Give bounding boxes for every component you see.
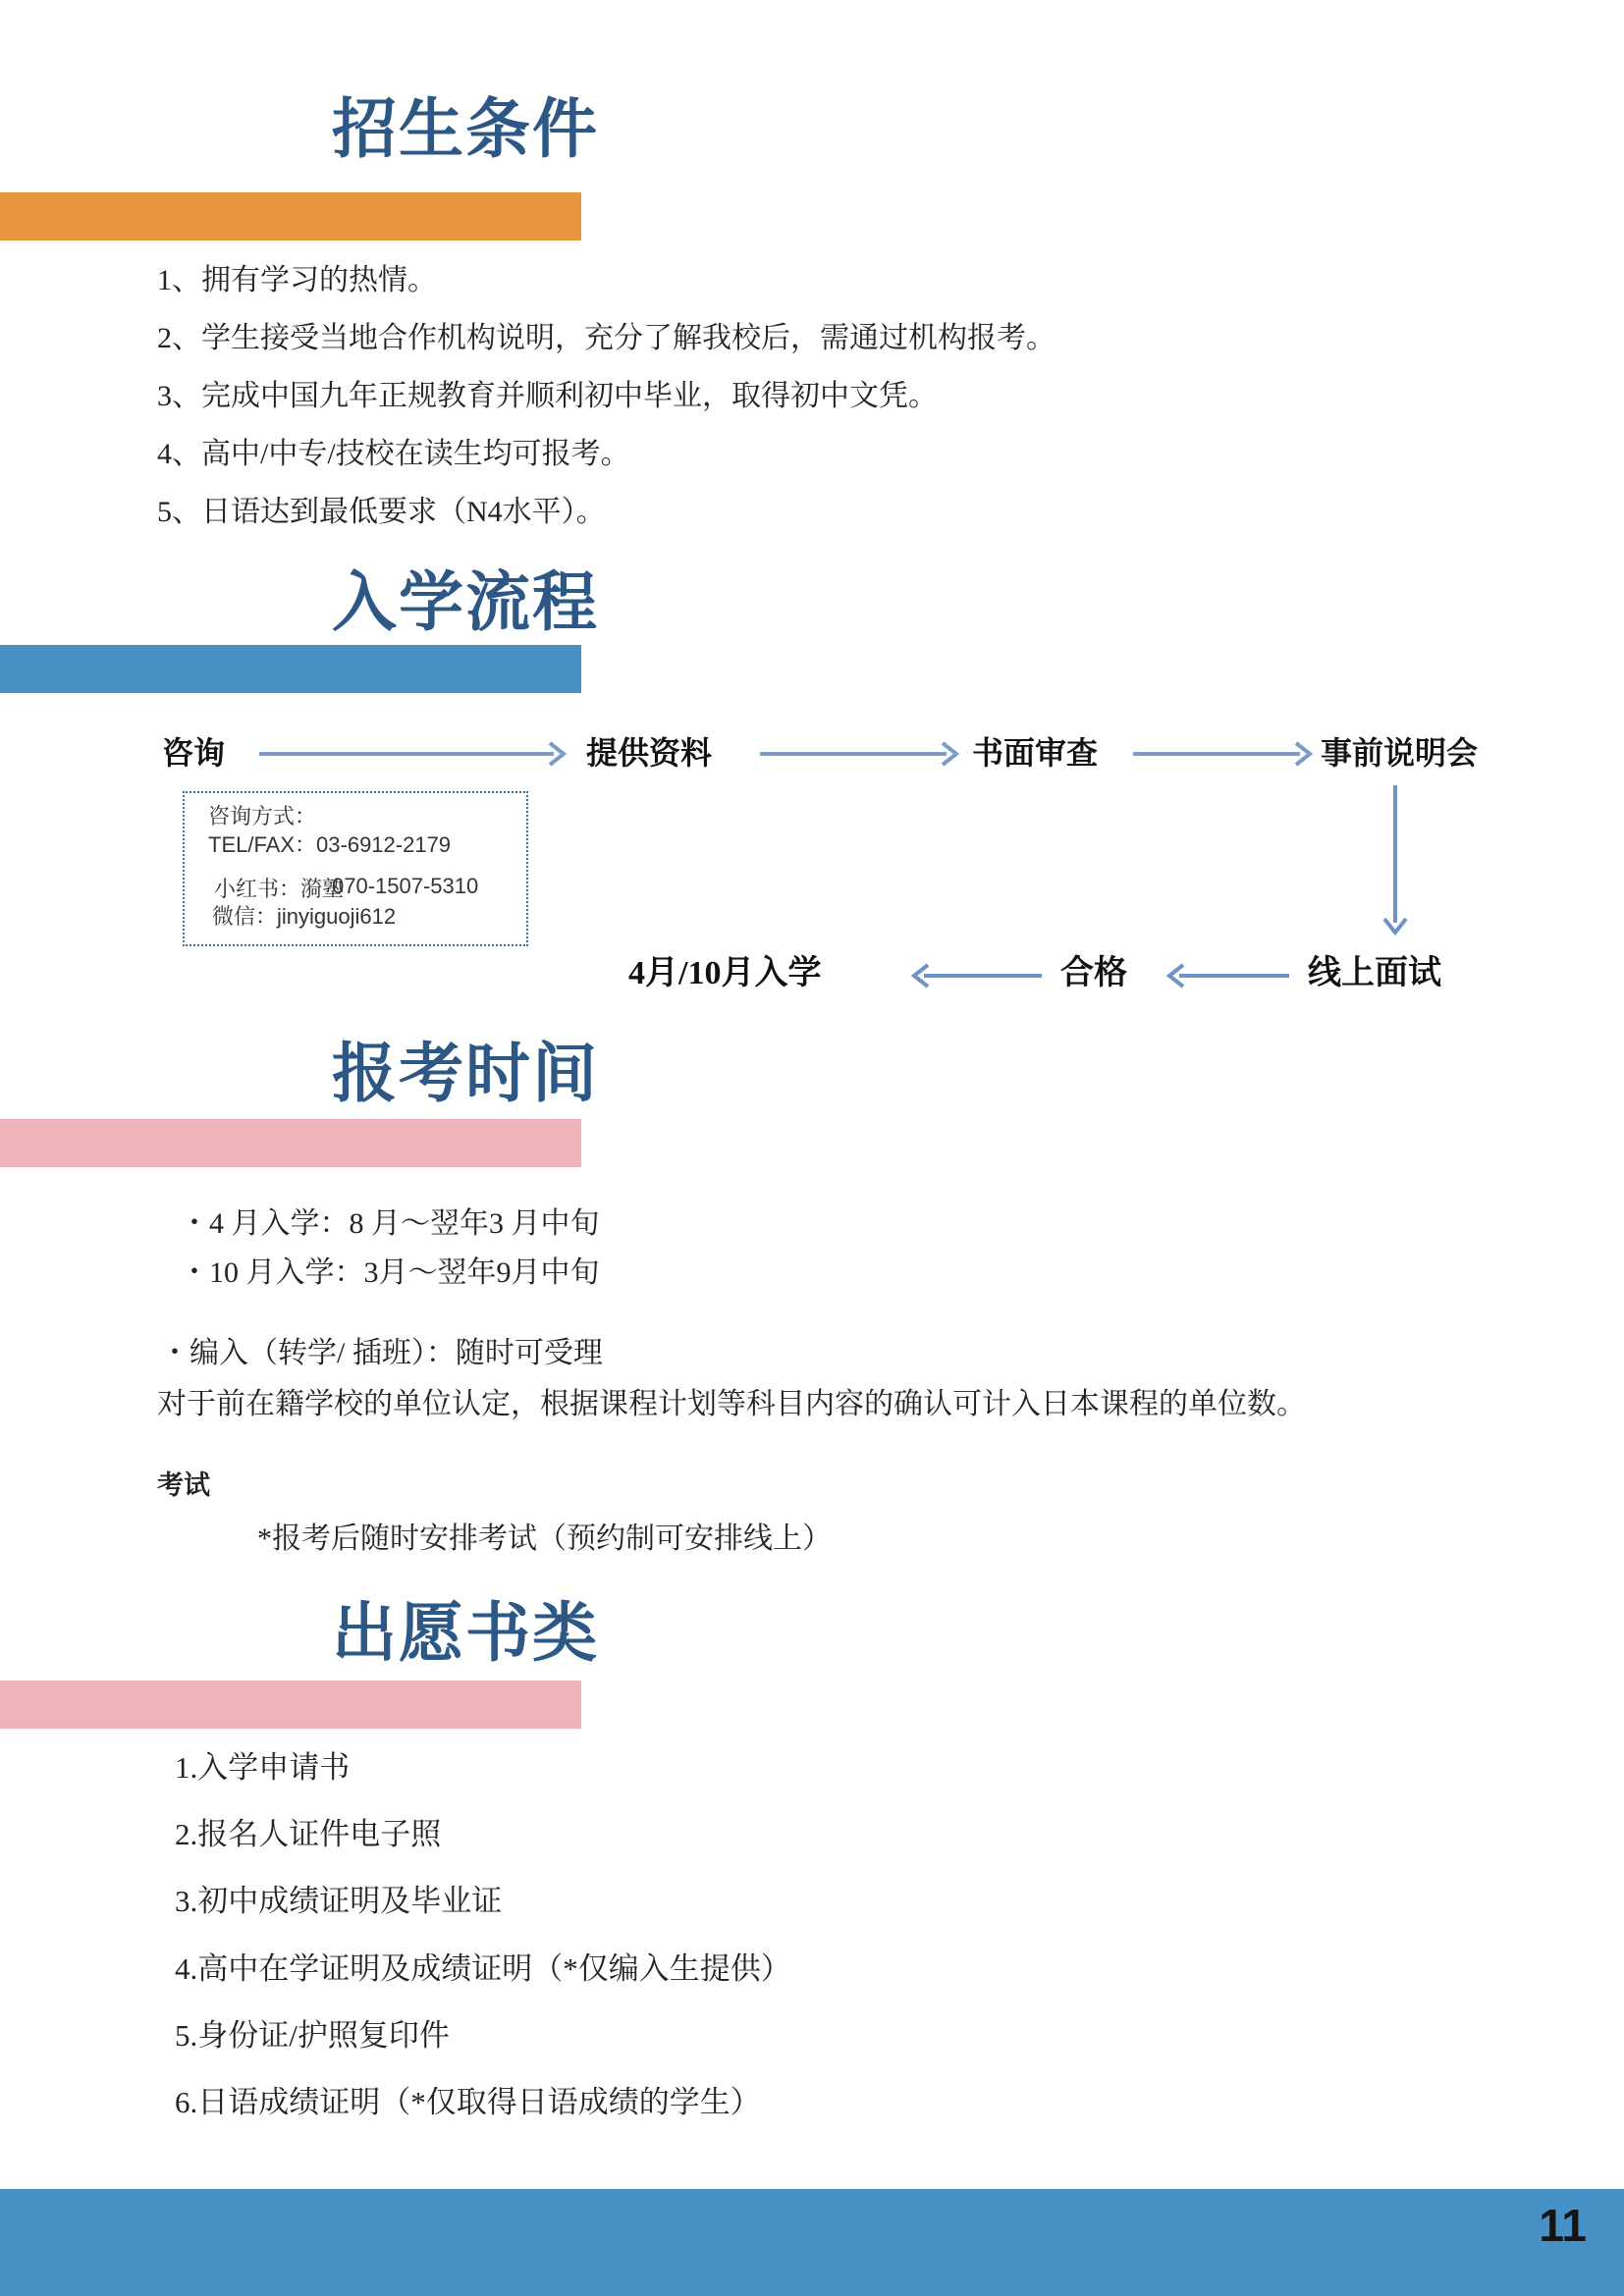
- requirement-item: 4、高中/中专/技校在读生均可报考。: [157, 438, 630, 470]
- flow-step-online-interview: 线上面试: [1308, 955, 1441, 991]
- exam-note: *报考后随时安排考试（预约制可安排线上）: [257, 1522, 832, 1555]
- footer-bar: [0, 2189, 1624, 2296]
- page-number: 11: [1539, 2200, 1587, 2251]
- arrow-right-icon: [1131, 738, 1316, 770]
- flow-step-consultation: 咨询: [162, 735, 226, 771]
- document-item: 2.报名人证件电子照: [175, 1817, 442, 1851]
- arrow-down-icon: [1380, 783, 1411, 938]
- arrow-right-icon: [758, 738, 962, 770]
- document-item: 3.初中成绩证明及毕业证: [175, 1884, 503, 1918]
- pink-section-bar: [0, 1681, 581, 1729]
- intake-line-october: ・10 月入学：3月～翌年9月中旬: [180, 1256, 600, 1289]
- contact-info-box: [183, 791, 528, 946]
- contact-tel-fax: TEL/FAX：03-6912-2179: [208, 831, 452, 857]
- flow-step-briefing-session: 事前说明会: [1321, 735, 1479, 771]
- document-item: 1.入学申请书: [175, 1750, 351, 1785]
- contact-tel-2: 070-1507-5310: [332, 874, 479, 899]
- arrow-right-icon: [257, 738, 569, 770]
- transfer-note: 对于前在籍学校的单位认定，根据课程计划等科目内容的确认可计入日本课程的单位数。: [157, 1388, 1306, 1420]
- intake-line-april: ・4 月入学：8 月～翌年3 月中旬: [180, 1207, 600, 1240]
- flow-step-document-screening: 书面审查: [972, 735, 1099, 771]
- flow-step-provide-documents: 提供资料: [586, 735, 713, 771]
- requirement-item: 5、日语达到最低要求（N4水平）。: [157, 496, 606, 528]
- section-title-application-period: 报考时间: [332, 1039, 599, 1110]
- transfer-line: ・编入（转学/ 插班）：随时可受理: [160, 1337, 603, 1369]
- requirement-item: 1、拥有学习的热情。: [157, 264, 437, 296]
- contact-wechat: 微信：jinyiguoji612: [212, 904, 397, 930]
- contact-heading: 咨询方式：: [208, 804, 317, 828]
- arrow-left-icon: [1164, 960, 1291, 991]
- orange-section-bar: [0, 192, 581, 240]
- document-item: 5.身份证/护照复印件: [175, 2018, 450, 2053]
- flow-step-enrollment-month: 4月/10月入学: [628, 955, 822, 991]
- arrow-left-icon: [908, 960, 1044, 991]
- section-title-enrollment-process: 入学流程: [332, 567, 599, 639]
- section-title-admission-requirements: 招生条件: [332, 94, 599, 166]
- document-item: 6.日语成绩证明（*仅取得日语成绩的学生）: [175, 2085, 761, 2119]
- contact-xiaohongshu: 小红书：漪塾: [214, 876, 345, 901]
- blue-section-bar: [0, 645, 581, 693]
- exam-label: 考试: [157, 1470, 210, 1500]
- document-item: 4.高中在学证明及成绩证明（*仅编入生提供）: [175, 1951, 791, 1986]
- section-title-application-documents: 出愿书类: [332, 1598, 599, 1670]
- flow-step-pass: 合格: [1060, 955, 1127, 991]
- requirement-item: 3、完成中国九年正规教育并顺利初中毕业，取得初中文凭。: [157, 380, 938, 412]
- pink-section-bar: [0, 1119, 581, 1167]
- requirement-item: 2、学生接受当地合作机构说明，充分了解我校后，需通过机构报考。: [157, 322, 1056, 354]
